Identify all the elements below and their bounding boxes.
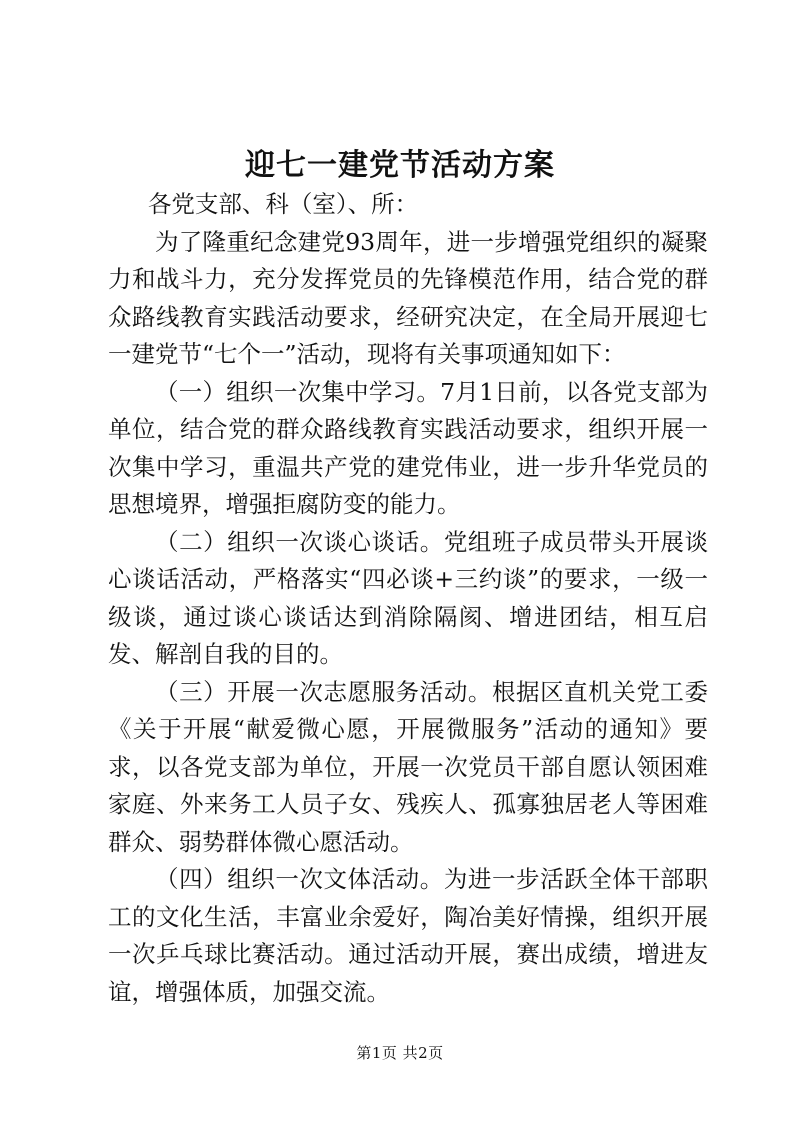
document-body [108, 186, 708, 1011]
paragraph-item-3: （三）开展一次志愿服务活动。根据区直机关党工委《关于开展“献爱微心愿，开展微服务”活动的通知》要求，以各党支部为单位，开展一次党员干部自愿认领困难家庭、外来务工人员子女、残疾人、孤寡独居老人等困难群众、弱势群体微心愿活动。 [108, 677, 708, 856]
paragraph-item-4: （四）组织一次文体活动。为进一步活跃全体干部职工的文化生活，丰富业余爱好，陶冶美好情操，组织开展一次乒乓球比赛活动。通过活动开展，赛出成绩，增进友谊，增强体质，加强交流。 [108, 865, 708, 1006]
paragraph-intro: 为了隆重纪念建党93周年，进一步增强党组织的凝聚力和战斗力，充分发挥党员的先锋模范作用，结合党的群众路线教育实践活动要求，经研究决定，在全局开展迎七一建党节“七个一”活动，现将有关事项通知如下： [108, 227, 708, 368]
page-indicator: 第1页 共2页 [356, 1044, 444, 1062]
paragraph-item-1: （一）组织一次集中学习。7月1日前，以各党支部为单位，结合党的群众路线教育实践活动要求，组织开展一次集中学习，重温共产党的建党伟业，进一步升华党员的思想境界，增强拒腐防变的能力。 [108, 377, 708, 518]
salutation: 各党支部、科（室）、所： [147, 190, 419, 218]
document-title: 迎七一建党节活动方案 [245, 148, 555, 183]
paragraph-item-2: （二）组织一次谈心谈话。党组班子成员带头开展谈心谈话活动，严格落实“四必谈+三约谈”的要求，一级一级谈，通过谈心谈话达到消除隔阂、增进团结，相互启发、解剖自我的目的。 [108, 527, 708, 668]
